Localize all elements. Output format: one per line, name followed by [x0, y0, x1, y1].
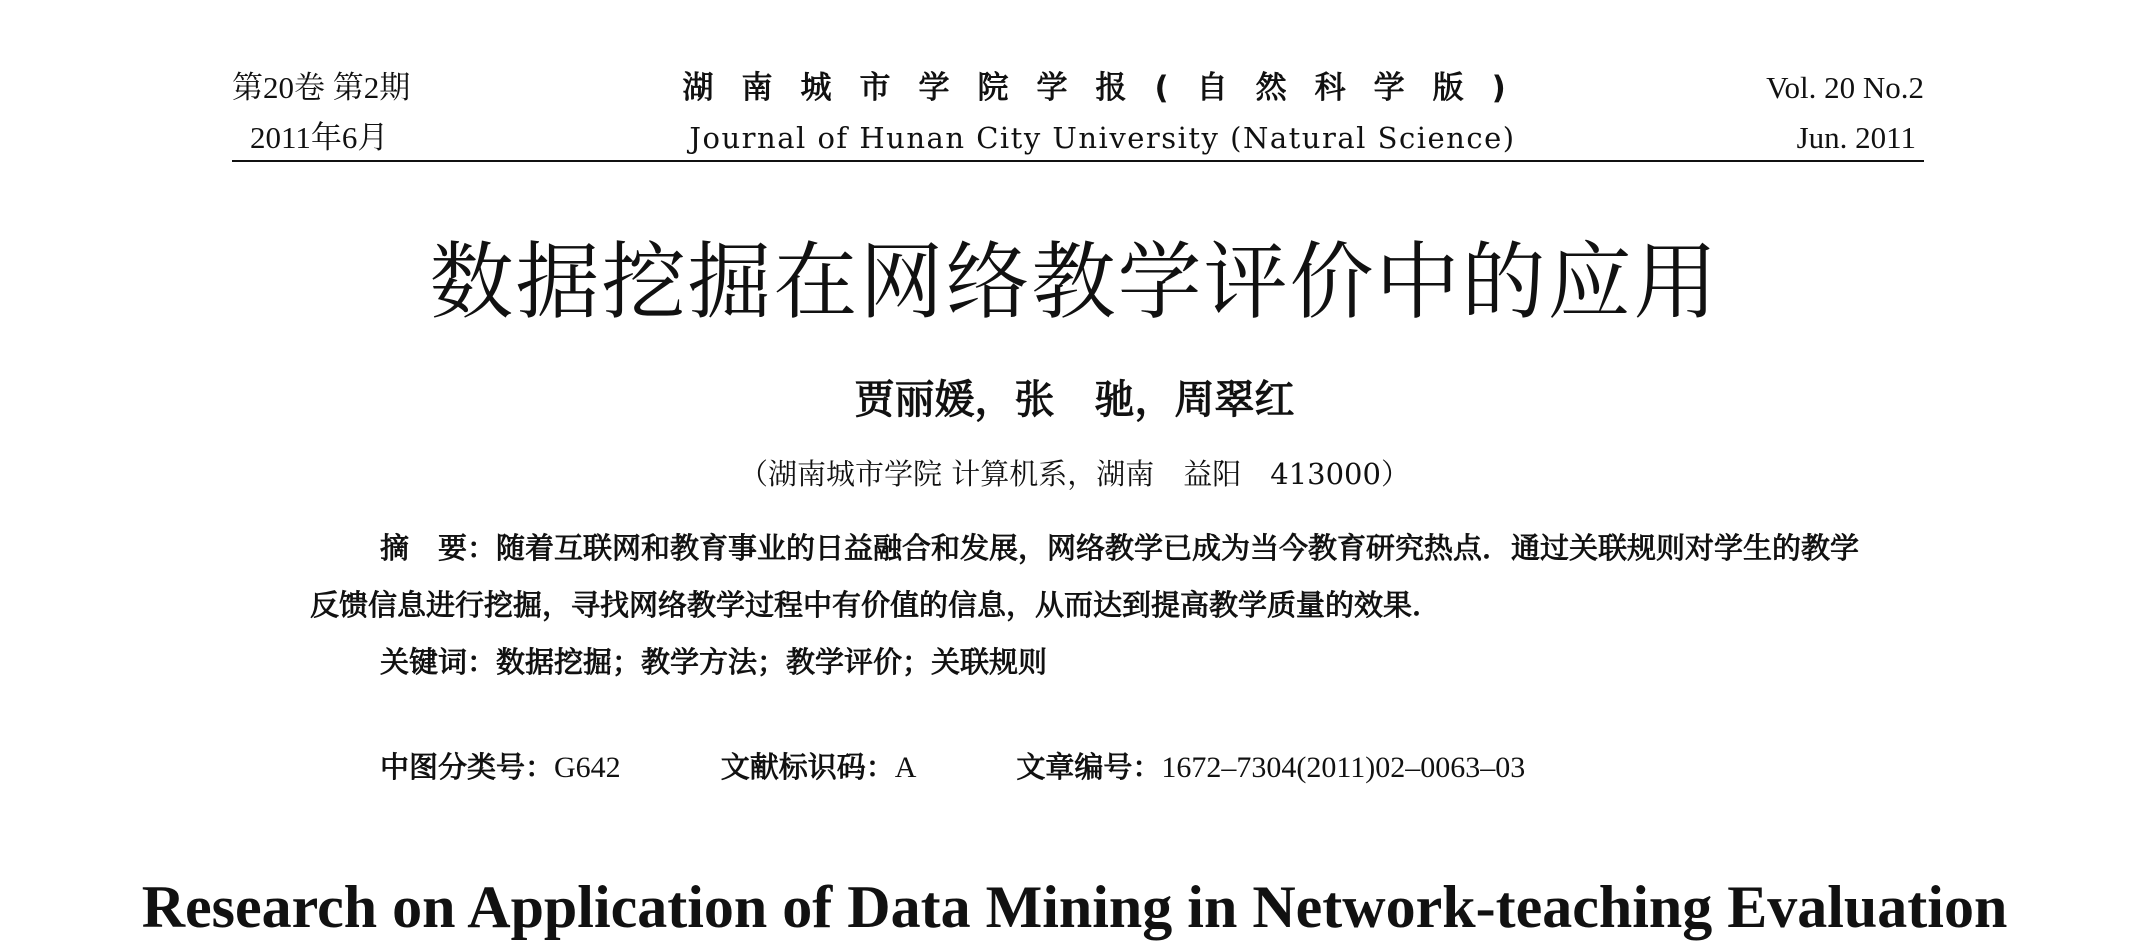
journal-name-cn: 湖南城市学院学报(自然科学版): [682, 70, 1534, 106]
journal-name-en: Journal of Hunan City University (Natural Science): [689, 121, 1516, 155]
document-code-value: A: [894, 751, 917, 784]
article-title-en: Research on Application of Data Mining in Network-teaching Evaluation: [141, 874, 2008, 940]
issue-date-en: Jun. 2011: [1796, 120, 1916, 155]
clc-label: 中图分类号：: [380, 750, 555, 784]
article-authors: 贾丽媛，张 驰，周翠红: [854, 377, 1295, 423]
abstract: [310, 520, 1860, 634]
header-rule: [232, 160, 1924, 162]
clc-value: G642: [554, 751, 621, 784]
volume-issue: 第20卷 第2期: [232, 70, 411, 105]
article-number-label: 文章编号：: [1016, 750, 1162, 784]
issue-date: 2011年6月: [250, 120, 389, 155]
document-code-label: 文献标识码：: [720, 750, 895, 784]
keywords-label: 关键词：: [380, 645, 497, 679]
article-number: [1016, 745, 1525, 786]
clc-number: [380, 745, 621, 786]
abstract-text: 随着互联网和教育事业的日益融合和发展，网络教学已成为当今教育研究热点．通过关联规则对学生的教学反馈信息进行挖掘，寻找网络教学过程中有价值的信息，从而达到提高教学质量的效果．: [310, 531, 1860, 622]
document-code: [721, 745, 917, 786]
article-title: 数据挖掘在网络教学评价中的应用: [429, 233, 1720, 331]
volume-issue-en: Vol. 20 No.2: [1766, 70, 1924, 105]
keywords-text: 数据挖掘；教学方法；教学评价；关联规则: [496, 645, 1048, 679]
author-affiliation: （湖南城市学院 计算机系，湖南 益阳 413000）: [739, 457, 1410, 491]
journal-header-bottom: [232, 112, 1924, 160]
classification-line: [380, 745, 1525, 793]
abstract-label: 摘 要：: [380, 531, 497, 565]
keywords: [380, 634, 1880, 691]
article-number-value: 1672–7304(2011)02–0063–03: [1161, 751, 1526, 784]
journal-header-top: [232, 62, 1924, 112]
